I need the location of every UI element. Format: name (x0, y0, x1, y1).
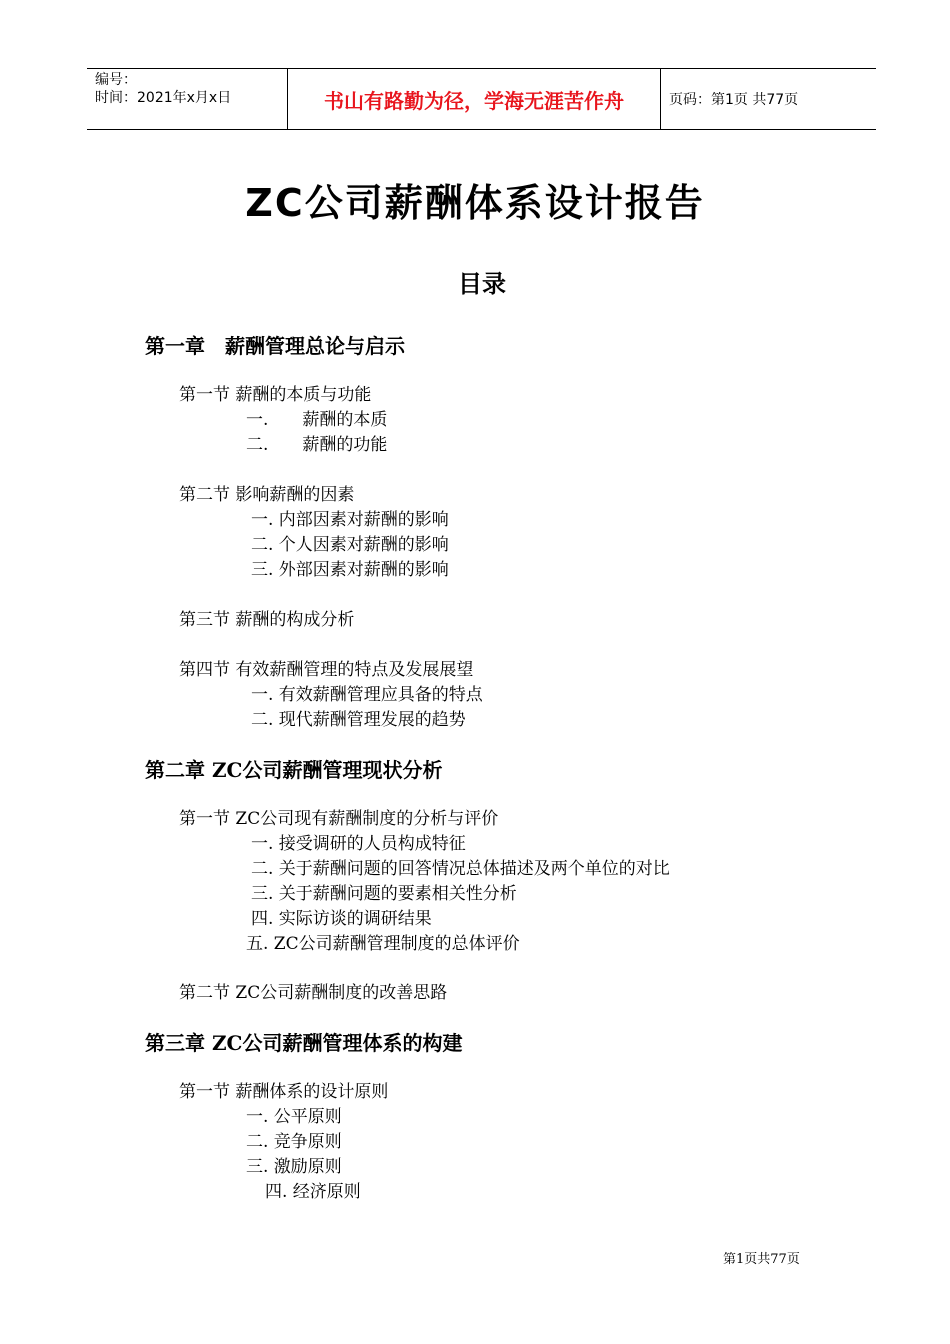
toc-item: 二. 竞争原则 (246, 1132, 342, 1152)
toc-item: 四. 经济原则 (265, 1182, 361, 1202)
toc-item: 二. 现代薪酬管理发展的趋势 (251, 710, 466, 730)
toc-item: 二. 个人因素对薪酬的影响 (251, 535, 449, 555)
page-footer: 第1页共77页 (723, 1252, 800, 1267)
code-label: 编号： (95, 72, 137, 88)
toc-item: 一. 接受调研的人员构成特征 (251, 834, 466, 854)
toc-section: 第一节 薪酬体系的设计原则 (179, 1082, 389, 1102)
toc-item: 三. 关于薪酬问题的要素相关性分析 (251, 884, 517, 904)
toc-chapter: 第二章 ZC公司薪酬管理现状分析 (145, 758, 443, 782)
toc-item: 一. 公平原则 (246, 1107, 342, 1127)
header-motto: 书山有路勤为径，学海无涯苦作舟 (287, 69, 661, 129)
header-meta (87, 69, 287, 129)
toc-item: 三. 外部因素对薪酬的影响 (251, 560, 449, 580)
toc-item: 三. 激励原则 (246, 1157, 342, 1177)
toc-item: 四. 实际访谈的调研结果 (251, 909, 432, 929)
toc-chapter: 第一章 薪酬管理总论与启示 (145, 334, 405, 358)
toc-section: 第四节 有效薪酬管理的特点及发展展望 (179, 660, 474, 680)
toc-item: 二. 薪酬的功能 (246, 435, 388, 455)
toc-section: 第二节 影响薪酬的因素 (179, 485, 355, 505)
toc-section: 第三节 薪酬的构成分析 (179, 610, 355, 630)
toc-heading: 目录 (458, 270, 506, 298)
toc-section: 第一节 薪酬的本质与功能 (179, 385, 372, 405)
toc-item: 一. 有效薪酬管理应具备的特点 (251, 685, 483, 705)
page-header (87, 68, 876, 130)
toc-item: 一. 薪酬的本质 (246, 410, 388, 430)
toc-item: 二. 关于薪酬问题的回答情况总体描述及两个单位的对比 (251, 859, 670, 879)
toc-item: 五. ZC公司薪酬管理制度的总体评价 (246, 934, 520, 954)
toc-item: 一. 内部因素对薪酬的影响 (251, 510, 449, 530)
toc-chapter: 第三章 ZC公司薪酬管理体系的构建 (145, 1031, 463, 1055)
header-page-info: 页码：第1页 共77页 (669, 92, 799, 108)
toc-section: 第二节 ZC公司薪酬制度的改善思路 (179, 983, 448, 1003)
document-title: ZC公司薪酬体系设计报告 (245, 181, 705, 225)
toc-section: 第一节 ZC公司现有薪酬制度的分析与评价 (179, 809, 499, 829)
time-label: 时间：2021年x月x日 (95, 90, 232, 106)
